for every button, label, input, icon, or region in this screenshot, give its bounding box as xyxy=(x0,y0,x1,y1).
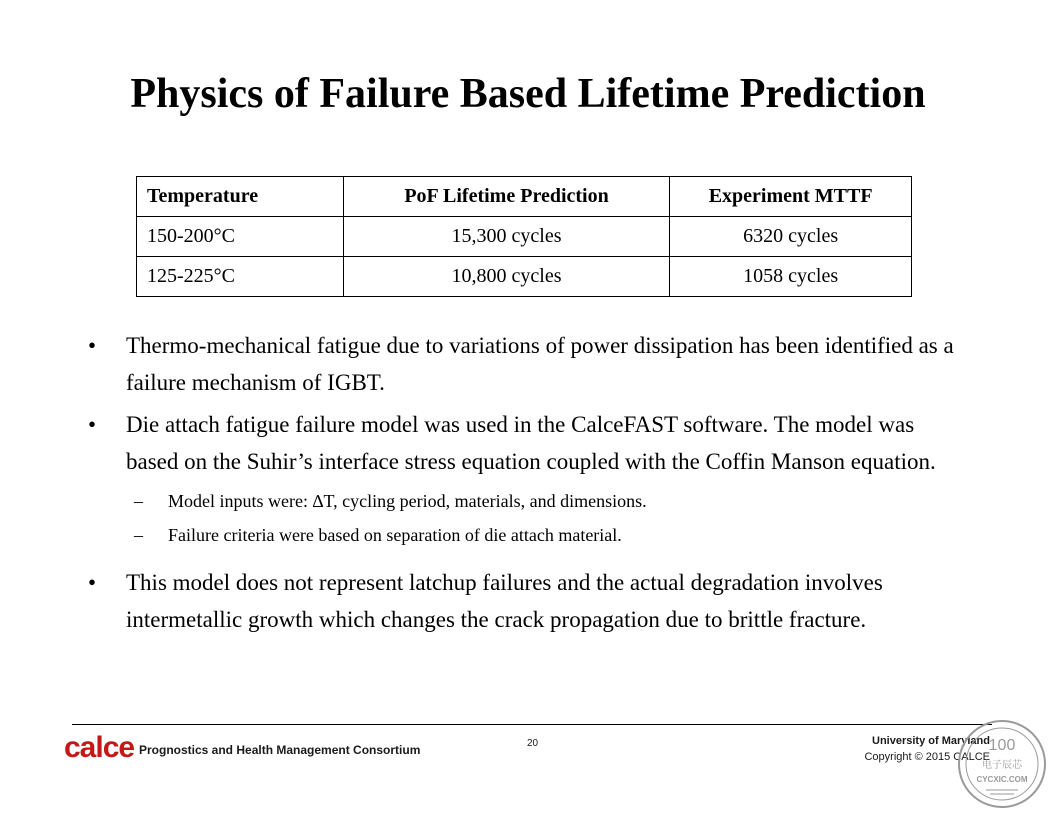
table-cell: 1058 cycles xyxy=(670,257,912,297)
bullet-marker: • xyxy=(88,412,97,437)
table-cell: 125-225°C xyxy=(137,257,344,297)
bullet-marker: • xyxy=(88,333,97,358)
table-row xyxy=(137,257,912,297)
page-number: 20 xyxy=(527,738,539,749)
table-cell: 6320 cycles xyxy=(670,217,912,257)
table-cell: 15,300 cycles xyxy=(343,217,669,257)
footer-divider xyxy=(72,724,992,725)
header-temperature: Temperature xyxy=(137,177,344,217)
watermark-top-text: 100 xyxy=(988,737,1016,754)
stamp-seal-icon xyxy=(956,718,1048,810)
consortium-name: Prognostics and Health Management Consortium xyxy=(139,743,421,757)
table-header-row xyxy=(137,177,912,217)
bullet-text: Thermo-mechanical fatigue due to variations of power dissipation has been identified as a failure mechanism of IGBT. xyxy=(126,333,954,395)
slide-body xyxy=(88,327,958,643)
sub-bullet-list xyxy=(88,486,958,550)
sub-bullet-item xyxy=(88,520,958,550)
header-experiment-mttf: Experiment MTTF xyxy=(670,177,912,217)
slide-title: Physics of Failure Based Lifetime Prediction xyxy=(130,71,926,117)
table-cell: 150-200°C xyxy=(137,217,344,257)
bullet-text: This model does not represent latchup failures and the actual degradation involves intermetallic growth which changes the crack propagation due to brittle fracture. xyxy=(126,570,883,632)
sub-bullet-marker: – xyxy=(134,525,143,545)
bullet-item xyxy=(88,564,958,638)
bullet-marker: • xyxy=(88,570,97,595)
watermark-middle-text: 电子辰芯 xyxy=(982,760,1022,771)
bullet-text: Die attach fatigue failure model was used in the CalceFAST software. The model was based on the Suhir’s interface stress equation coupled with the Coffin Manson equation. xyxy=(126,412,936,474)
sub-bullet-marker: – xyxy=(134,491,143,511)
university-name: University of Maryland xyxy=(872,735,990,747)
sub-bullet-item xyxy=(88,486,958,516)
table-cell: 10,800 cycles xyxy=(343,257,669,297)
bullet-item xyxy=(88,406,958,480)
header-pof-prediction: PoF Lifetime Prediction xyxy=(343,177,669,217)
bullet-item xyxy=(88,327,958,401)
calce-logo: calce xyxy=(64,731,135,764)
sub-bullet-text: Model inputs were: ∆T, cycling period, materials, and dimensions. xyxy=(168,491,647,511)
table-row xyxy=(137,217,912,257)
lifetime-table xyxy=(136,176,912,297)
copyright-text: Copyright © 2015 CALCE xyxy=(864,751,990,763)
watermark-bottom-text: CYCXIC.COM xyxy=(976,775,1028,784)
sub-bullet-text: Failure criteria were based on separation of die attach material. xyxy=(168,525,622,545)
